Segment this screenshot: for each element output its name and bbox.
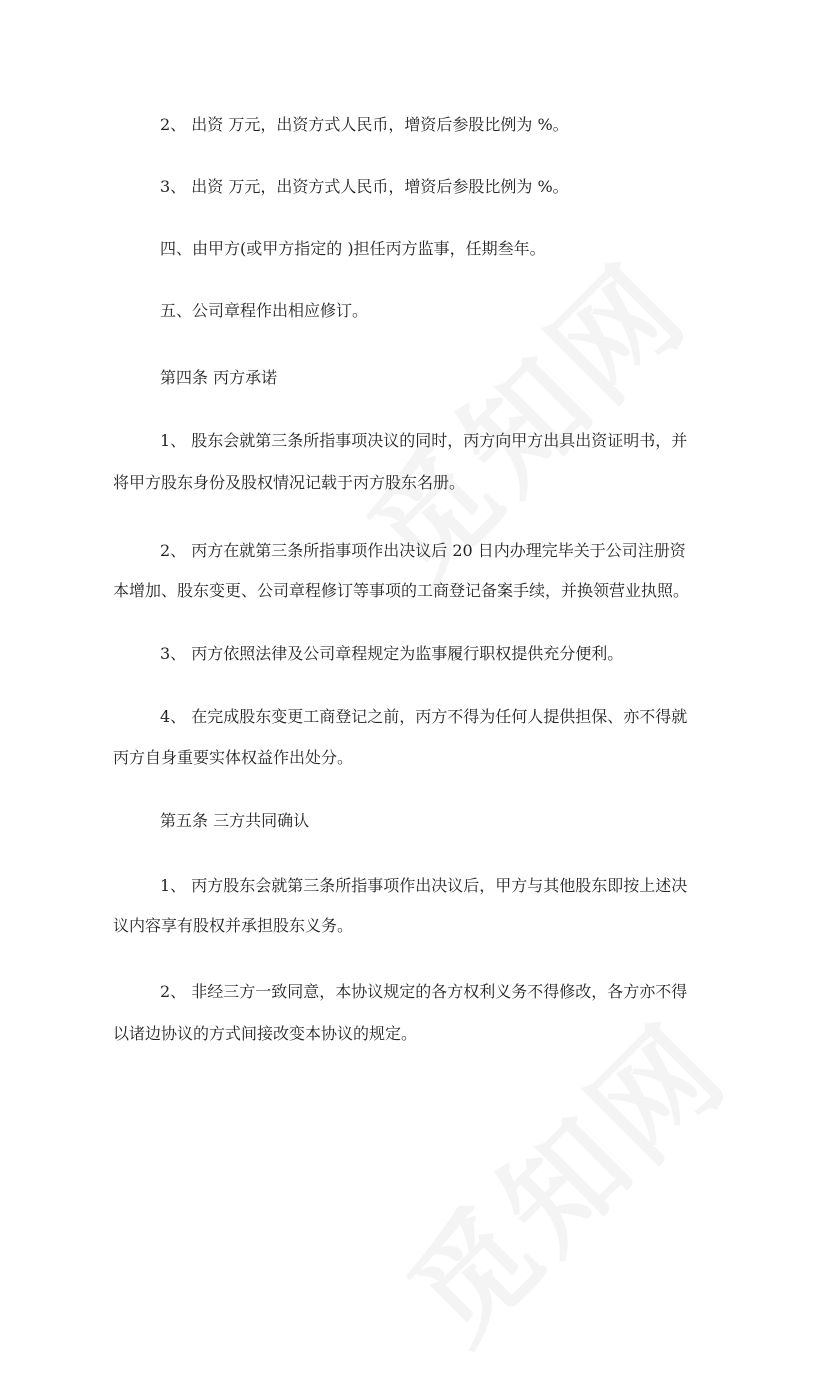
paragraph-line: 2、 丙方在就第三条所指事项作出决议后 20 日内办理完毕关于公司注册资 bbox=[160, 541, 686, 560]
paragraph-line: 本增加、股东变更、公司章程修订等事项的工商登记备案手续，并换领营业执照。 bbox=[113, 581, 690, 600]
paragraph-line: 3、 出资 万元，出资方式人民币，增资后参股比例为 %。 bbox=[160, 177, 569, 196]
watermark bbox=[365, 979, 758, 1372]
paragraph-line: 议内容享有股权并承担股东义务。 bbox=[113, 916, 354, 935]
paragraph-line: 丙方自身重要实体权益作出处分。 bbox=[113, 748, 354, 767]
paragraph-line: 4、 在完成股东变更工商登记之前，丙方不得为任何人提供担保、亦不得就 bbox=[160, 707, 688, 726]
paragraph-line: 1、 丙方股东会就第三条所指事项作出决议后，甲方与其他股东即按上述决 bbox=[160, 876, 688, 895]
paragraph-line: 2、 非经三方一致同意，本协议规定的各方权利义务不得修改，各方亦不得 bbox=[160, 982, 688, 1001]
paragraph-line: 五、公司章程作出相应修订。 bbox=[160, 301, 369, 320]
paragraph-line: 2、 出资 万元，出资方式人民币，增资后参股比例为 %。 bbox=[160, 115, 569, 134]
paragraph-line: 将甲方股东身份及股权情况记载于丙方股东名册。 bbox=[113, 473, 466, 492]
paragraph-line: 以诸边协议的方式间接改变本协议的规定。 bbox=[113, 1024, 418, 1043]
paragraph-line: 1、 股东会就第三条所指事项决议的同时，丙方向甲方出具出资证明书，并 bbox=[160, 431, 688, 450]
paragraph-line: 3、 丙方依照法律及公司章程规定为监事履行职权提供充分便利。 bbox=[160, 644, 624, 663]
section-heading: 第四条 丙方承诺 bbox=[160, 368, 278, 387]
paragraph-line: 四、由甲方(或甲方指定的 )担任丙方监事，任期叁年。 bbox=[160, 239, 546, 258]
section-heading: 第五条 三方共同确认 bbox=[160, 811, 310, 830]
